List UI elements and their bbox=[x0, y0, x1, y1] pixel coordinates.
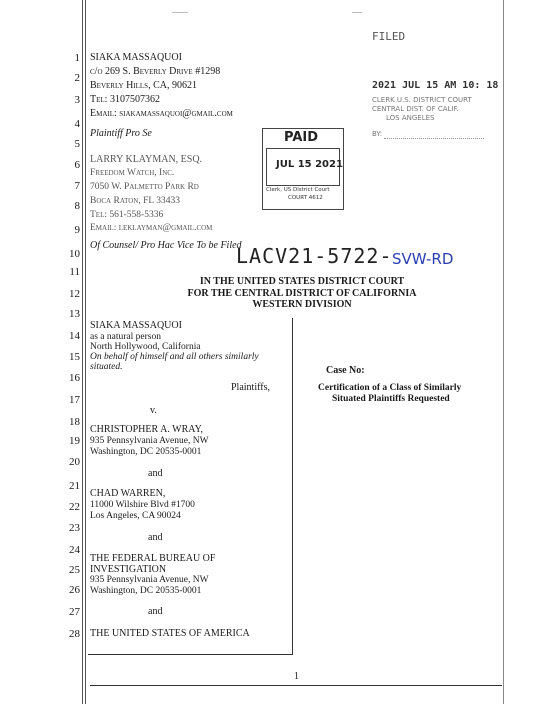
caption-divider bbox=[292, 318, 293, 654]
defendant-3-addr2: Washington, DC 20535-0001 bbox=[90, 586, 202, 596]
line-number: 9 bbox=[74, 224, 80, 236]
court-heading-line2: FOR THE CENTRAL DISTRICT OF CALIFORNIA bbox=[187, 288, 417, 299]
counsel-email: Email: leklayman@gmail.com bbox=[90, 223, 213, 233]
line-number: 22 bbox=[69, 501, 80, 513]
court-heading-line1: IN THE UNITED STATES DISTRICT COURT bbox=[199, 276, 405, 287]
line-number: 6 bbox=[74, 159, 80, 171]
counsel-role: Of Counsel/ Pro Hac Vice To be Filed bbox=[90, 240, 242, 251]
line-number: 20 bbox=[69, 456, 80, 468]
line-number: 23 bbox=[69, 522, 80, 534]
by-label: BY: bbox=[372, 130, 383, 138]
counsel-org: Freedom Watch, Inc. bbox=[90, 168, 175, 178]
line-number: 13 bbox=[69, 308, 80, 320]
line-number: 28 bbox=[69, 628, 80, 640]
line-number: 17 bbox=[69, 394, 80, 406]
line-number: 4 bbox=[74, 118, 80, 130]
defendant-1-addr1: 935 Pennsylvania Avenue, NW bbox=[90, 436, 209, 446]
filed-label: FILED bbox=[372, 30, 406, 43]
line-number: 8 bbox=[74, 200, 80, 212]
plaintiff-email: Email: siakamassaquoi@gmail.com bbox=[90, 108, 233, 119]
line-number: 15 bbox=[69, 351, 80, 363]
margin-rule-left bbox=[82, 0, 83, 704]
line-number: 12 bbox=[69, 288, 80, 300]
line-number: 11 bbox=[69, 266, 80, 278]
plaintiff-tel: Tel: 3107507362 bbox=[90, 94, 160, 105]
line-number: 25 bbox=[69, 564, 80, 576]
line-number: 7 bbox=[74, 180, 80, 192]
clerk-line-3: LOS ANGELES bbox=[386, 114, 435, 122]
counsel-address2: Boca Raton, FL 33433 bbox=[90, 196, 180, 206]
line-number: 3 bbox=[74, 94, 80, 106]
line-number: 27 bbox=[69, 606, 80, 618]
defendant-3-addr1: 935 Pennsylvania Avenue, NW bbox=[90, 575, 209, 585]
defendant-2-addr1: 11000 Wilshire Blvd #1700 bbox=[90, 500, 195, 510]
and-3: and bbox=[148, 606, 163, 617]
line-number: 19 bbox=[69, 435, 80, 447]
line-number: 26 bbox=[69, 584, 80, 596]
clerk-line-1: CLERK U.S. DISTRICT COURT bbox=[372, 96, 472, 104]
plaintiff-name: SIAKA MASSAQUOI bbox=[90, 52, 182, 63]
defendant-2-name: CHAD WARREN, bbox=[90, 488, 166, 499]
defendant-1-addr2: Washington, DC 20535-0001 bbox=[90, 447, 202, 457]
certification-line1: Certification of a Class of Similarly bbox=[318, 383, 462, 393]
line-number: 21 bbox=[69, 480, 80, 492]
defendant-3-name-line1: THE FEDERAL BUREAU OF bbox=[90, 553, 216, 564]
by-line bbox=[384, 138, 484, 139]
filed-stamp bbox=[372, 30, 405, 43]
counsel-address1: 7050 W. Palmetto Park Rd bbox=[90, 182, 199, 192]
paid-label: PAID bbox=[284, 130, 319, 145]
caption-plaintiff-desc4: situated. bbox=[90, 362, 123, 372]
caption-plaintiff-name: SIAKA MASSAQUOI bbox=[90, 320, 182, 331]
line-number: 14 bbox=[69, 330, 80, 342]
paid-footer-2: COURT 4612 bbox=[288, 195, 323, 201]
clerk-line-2: CENTRAL DIST. OF CALIF. bbox=[372, 105, 459, 113]
defendant-2-addr2: Los Angeles, CA 90024 bbox=[90, 511, 181, 521]
caption-plaintiffs-label: Plaintiffs, bbox=[231, 382, 270, 393]
case-number-stamp: LACV21-5722- bbox=[236, 244, 393, 268]
and-1: and bbox=[148, 468, 163, 479]
filed-date: 2021 JUL 15 AM 10: 18 bbox=[372, 80, 499, 91]
defendant-1-name: CHRISTOPHER A. WRAY, bbox=[90, 424, 203, 435]
line-number: 1 bbox=[74, 52, 80, 64]
and-2: and bbox=[148, 532, 163, 543]
caption-plaintiff-desc3: On behalf of himself and all others similarly bbox=[90, 352, 259, 362]
counsel-tel: Tel: 561-558-5336 bbox=[90, 210, 164, 220]
scan-mark-2 bbox=[352, 12, 362, 13]
line-number: 24 bbox=[69, 544, 80, 556]
plaintiff-address1: c/o 269 S. Beverly Drive #1298 bbox=[90, 66, 221, 77]
case-number-handwritten: SVW-RD bbox=[392, 250, 454, 268]
counsel-name: LARRY KLAYMAN, ESQ. bbox=[90, 154, 203, 165]
certification-line2: Situated Plaintiffs Requested bbox=[332, 394, 450, 404]
line-number: 2 bbox=[74, 72, 80, 84]
defendant-4-name: THE UNITED STATES OF AMERICA bbox=[90, 628, 250, 639]
paid-footer-1: Clerk, US District Court bbox=[266, 187, 330, 193]
line-number: 16 bbox=[69, 372, 80, 384]
plaintiff-role: Plaintiff Pro Se bbox=[90, 128, 152, 139]
footer-rule bbox=[90, 685, 502, 686]
caption-plaintiff-desc1: as a natural person bbox=[90, 332, 161, 342]
line-number: 5 bbox=[74, 138, 80, 150]
margin-rule-left-inner bbox=[85, 0, 86, 704]
paid-date: JUL 15 2021 bbox=[276, 159, 343, 170]
plaintiff-address2: Beverly Hills, CA, 90621 bbox=[90, 80, 197, 91]
defendant-3-name-line2: INVESTIGATION bbox=[90, 564, 167, 575]
scan-mark-1 bbox=[172, 12, 188, 13]
line-number: 10 bbox=[69, 248, 80, 260]
page-number: 1 bbox=[294, 671, 299, 682]
line-number: 18 bbox=[69, 416, 80, 428]
caption-bottom-rule bbox=[88, 654, 293, 655]
court-heading-line3: WESTERN DIVISION bbox=[252, 299, 352, 310]
caption-versus: v. bbox=[150, 405, 157, 416]
margin-rule-right bbox=[503, 0, 504, 704]
caption-plaintiff-desc2: North Hollywood, California bbox=[90, 342, 201, 352]
case-no-label: Case No: bbox=[326, 365, 365, 376]
